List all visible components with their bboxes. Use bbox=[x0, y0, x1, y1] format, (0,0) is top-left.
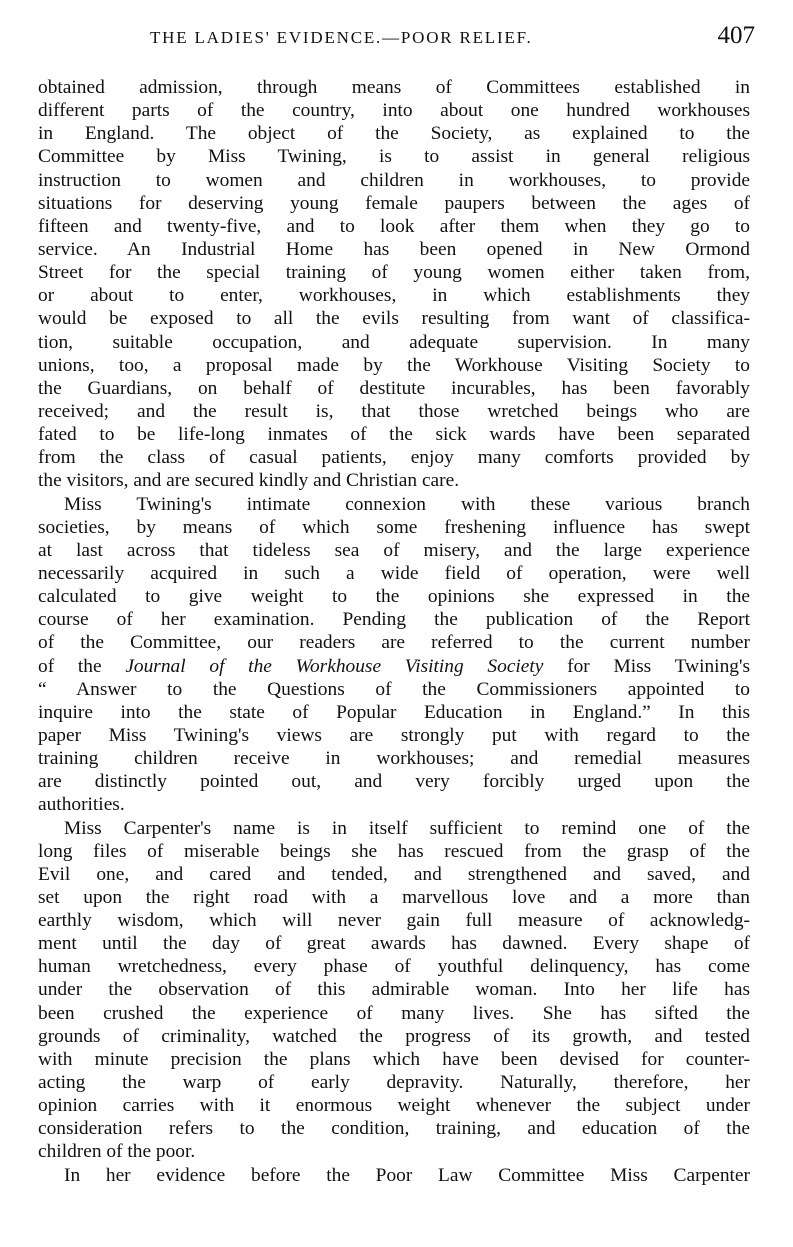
page-number: 407 bbox=[717, 22, 755, 49]
text-line: at last across that tideless sea of misery, and the large experience bbox=[38, 539, 750, 561]
text-line: societies, by means of which some freshening influence has swept bbox=[38, 516, 750, 538]
text-line: set upon the right road with a marvellous love and a more than bbox=[38, 886, 750, 908]
text-line: instruction to women and children in workhouses, to provide bbox=[38, 169, 750, 191]
text-line: from the class of casual patients, enjoy many comforts provided by bbox=[38, 447, 750, 469]
page-header bbox=[150, 22, 755, 58]
text-line: been crushed the experience of many lives. She has sifted the bbox=[38, 1002, 750, 1024]
text-line: the Guardians, on behalf of destitute incurables, has been favorably bbox=[38, 377, 750, 399]
text-line: human wretchedness, every phase of youthful delinquency, has come bbox=[38, 956, 750, 978]
running-title: THE LADIES' EVIDENCE.—POOR RELIEF. bbox=[150, 28, 533, 47]
journal-title: Journal of the Workhouse Visiting Society bbox=[125, 655, 544, 677]
text-line: Miss Carpenter's name is in itself sufficient to remind one of the bbox=[64, 817, 750, 839]
text-line: situations for deserving young female paupers between the ages of bbox=[38, 192, 750, 214]
text-line: consideration refers to the condition, training, and education of the bbox=[38, 1118, 750, 1140]
text-line: Street for the special training of young women either taken from, bbox=[38, 262, 750, 284]
text-line: different parts of the country, into about one hundred workhouses bbox=[38, 100, 750, 122]
text-line: are distinctly pointed out, and very forcibly urged upon the bbox=[38, 771, 750, 793]
text-line: earthly wisdom, which will never gain full measure of acknowledg- bbox=[38, 910, 750, 932]
text-line: unions, too, a proposal made by the Workhouse Visiting Society to bbox=[38, 354, 750, 376]
paragraph bbox=[38, 1164, 750, 1187]
text-line: obtained admission, through means of Committees established in bbox=[38, 77, 750, 98]
text-line: in England. The object of the Society, as explained to the bbox=[38, 123, 750, 145]
text-line: tion, suitable occupation, and adequate supervision. In many bbox=[38, 331, 750, 353]
text-line: paper Miss Twining's views are strongly put with regard to the bbox=[38, 724, 750, 746]
text-line: fated to be life-long inmates of the sick wards have been separated bbox=[38, 424, 750, 446]
text-line: course of her examination. Pending the publication of the Report bbox=[38, 609, 750, 631]
text-line: fifteen and twenty-five, and to look after them when they go to bbox=[38, 215, 750, 237]
text-line: long files of miserable beings she has rescued from the grasp of the bbox=[38, 840, 750, 862]
text-line: received; and the result is, that those wretched beings who are bbox=[38, 400, 750, 422]
text-line: authorities. bbox=[38, 794, 125, 816]
text-line: calculated to give weight to the opinions she expressed in the bbox=[38, 586, 750, 608]
text-line: Miss Twining's intimate connexion with these various branch bbox=[64, 493, 750, 515]
text-line: would be exposed to all the evils resulting from want of classifica- bbox=[38, 308, 750, 330]
text-line: “ Answer to the Questions of the Commissioners appointed to bbox=[38, 678, 750, 700]
text-line: In her evidence before the Poor Law Committee Miss Carpenter bbox=[64, 1164, 750, 1186]
text-line: grounds of criminality, watched the progress of its growth, and tested bbox=[38, 1025, 750, 1047]
text-line: necessarily acquired in such a wide field of operation, were well bbox=[38, 562, 750, 584]
text-line: Evil one, and cared and tended, and strengthened and saved, and bbox=[38, 863, 750, 885]
paragraph bbox=[38, 817, 750, 1164]
line-text-after: for Miss Twining's bbox=[543, 655, 750, 677]
text-line: under the observation of this admirable woman. Into her life has bbox=[38, 979, 750, 1001]
text-line: children of the poor. bbox=[38, 1141, 196, 1163]
text-line: acting the warp of early depravity. Naturally, therefore, her bbox=[38, 1072, 750, 1094]
text-line-with-italic-title bbox=[38, 655, 750, 678]
text-line: service. An Industrial Home has been opened in New Ormond bbox=[38, 238, 750, 260]
text-line: Committee by Miss Twining, is to assist in general religious bbox=[38, 146, 750, 168]
text-line: training children receive in workhouses; and remedial measures bbox=[38, 748, 750, 770]
body-text bbox=[38, 76, 750, 1187]
text-line: ment until the day of great awards has dawned. Every shape of bbox=[38, 933, 750, 955]
text-line: the visitors, and are secured kindly and Christian care. bbox=[38, 470, 460, 492]
text-line: inquire into the state of Popular Education in England.” In this bbox=[38, 701, 750, 723]
paragraph bbox=[38, 76, 750, 493]
text-line: of the Committee, our readers are referred to the current number bbox=[38, 632, 750, 654]
text-line: or about to enter, workhouses, in which establishments they bbox=[38, 285, 750, 307]
line-text-before: of the bbox=[38, 655, 126, 677]
text-line: opinion carries with it enormous weight whenever the subject under bbox=[38, 1095, 750, 1117]
text-line: with minute precision the plans which have been devised for counter- bbox=[38, 1048, 750, 1070]
paragraph bbox=[38, 493, 750, 817]
